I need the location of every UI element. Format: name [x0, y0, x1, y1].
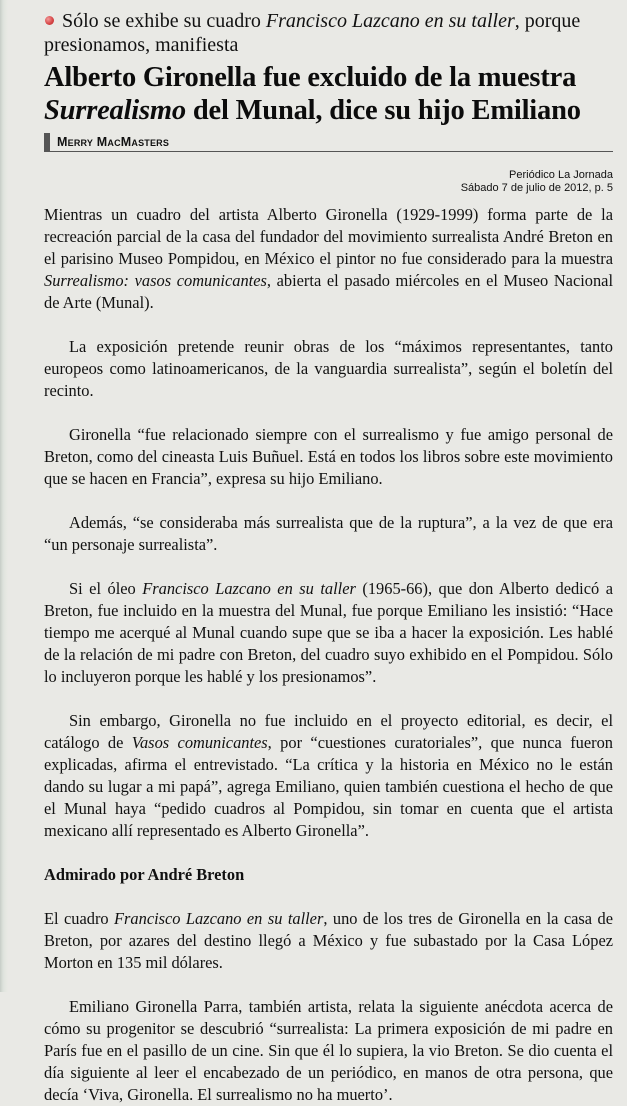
paragraph-5-italic: Francisco Lazcano en su taller [142, 579, 356, 598]
paragraph-5 [44, 578, 613, 688]
byline-rule [44, 133, 613, 152]
byline-author: Merry MacMasters [57, 135, 170, 149]
paragraph-4: Además, “se consideraba más surrealista que de la ruptura”, a la vez de que era “un personaje surrealista”. [44, 513, 613, 554]
paragraph-6-text-a: Sin embargo, Gironella no fue incluido en el proyecto editorial, es decir, el catálogo de [44, 711, 613, 752]
headline [44, 61, 613, 127]
paragraph-7-text-a: El cuadro [44, 909, 115, 928]
article-body [44, 204, 613, 1106]
headline-italic: Surrealismo [44, 95, 186, 126]
paragraph-6-text-b: , por “cuestiones curatoriales”, que nunca fueron explicadas, afirma el entrevistado. “La crítica y la historia en México no le están dando su lugar a mi papá”, agrega Emiliano, quien también cuestiona el hecho de que el Munal haya “pedido cuadros al Pompidou, sin tomar en cuenta que el artista mexicano allí representado es Alberto Gironella”. [44, 733, 613, 840]
paragraph-5-text-b: (1965-66), que don Alberto dedicó a Breton, fue incluido en la muestra del Munal, fue porque Emiliano les insistió: “Hace tiempo me acerqué al Munal cuando supe que se iba a hacer la exposición. Les hablé de la relación de mi padre con Breton, del cuadro suyo exhibido en el Pompidou. Sólo lo incluyeron porque les hablé y los presionamos”. [44, 579, 613, 686]
source-citation [461, 169, 613, 194]
kicker [44, 9, 613, 57]
paragraph-7-text-b: , uno de los tres de Gironella en la casa de Breton, por azares del destino llegó a México y fue subastado por la Casa López Morton en 135 mil dólares. [44, 909, 613, 972]
source-date: Sábado 7 de julio de 2012, p. 5 [460, 181, 613, 194]
kicker-text-italic: Francisco Lazcano en su taller [265, 10, 515, 32]
paragraph-1 [44, 204, 613, 314]
paragraph-6 [44, 710, 613, 842]
paragraph-6-italic: Vasos comunicantes [131, 733, 268, 752]
paragraph-1-text-a: Mientras un cuadro del artista Alberto Gironella (1929-1999) forma parte de la recreación parcial de la casa del fundador del movimiento surrealista André Breton en el parisino Museo Pompidou, en México el pintor no fue considerado para la muestra [44, 205, 613, 268]
paragraph-8: Emiliano Gironella Parra, también artista, relata la siguiente anécdota acerca de cómo su progenitor se descubrió “surrealista: La primera exposición de mi padre en París fue en el pasillo de un cine. Sin que él lo supiera, la vio Breton. Se dio cuenta el día siguiente al leer el encabezado de un periódico, en manos de otra persona, que decía ‘Viva, Gironella. El surrealismo no ha muerto’. [44, 997, 613, 1104]
kicker-text-pre: Sólo se exhibe su cuadro [62, 10, 266, 32]
page-edge-shadow [0, 0, 8, 992]
paragraph-2: La exposición pretende reunir obras de los “máximos representantes, tanto europeos como latinoamericanos, de la vanguardia surrealista”, según el boletín del recinto. [44, 337, 613, 400]
paragraph-7 [44, 908, 613, 974]
paragraph-5-text-a: Si el óleo [69, 579, 143, 598]
subheading: Admirado por André Breton [44, 865, 245, 884]
paragraph-1-text-b: , abierta el pasado miércoles en el Museo Nacional de Arte (Munal). [44, 271, 613, 312]
paragraph-3: Gironella “fue relacionado siempre con el surrealismo y fue amigo personal de Breton, como del cineasta Luis Buñuel. Está en todos los libros sobre este movimiento que se hacen en Francia”, expresa su hijo Emiliano. [44, 425, 613, 488]
byline-bar [44, 133, 50, 151]
headline-line1: Alberto Gironella fue excluido de la muestra [44, 62, 577, 93]
headline-line2: del Munal, dice su hijo Emiliano [185, 95, 581, 126]
paragraph-7-italic: Francisco Lazcano en su taller [114, 909, 324, 928]
source-publication: Periódico La Jornada [509, 169, 613, 181]
paragraph-1-italic: Surrealismo: vasos comunicantes [44, 271, 267, 290]
red-bullet-icon [45, 16, 54, 25]
kicker-text-post: , porque presionamos, manifiesta [44, 10, 581, 56]
